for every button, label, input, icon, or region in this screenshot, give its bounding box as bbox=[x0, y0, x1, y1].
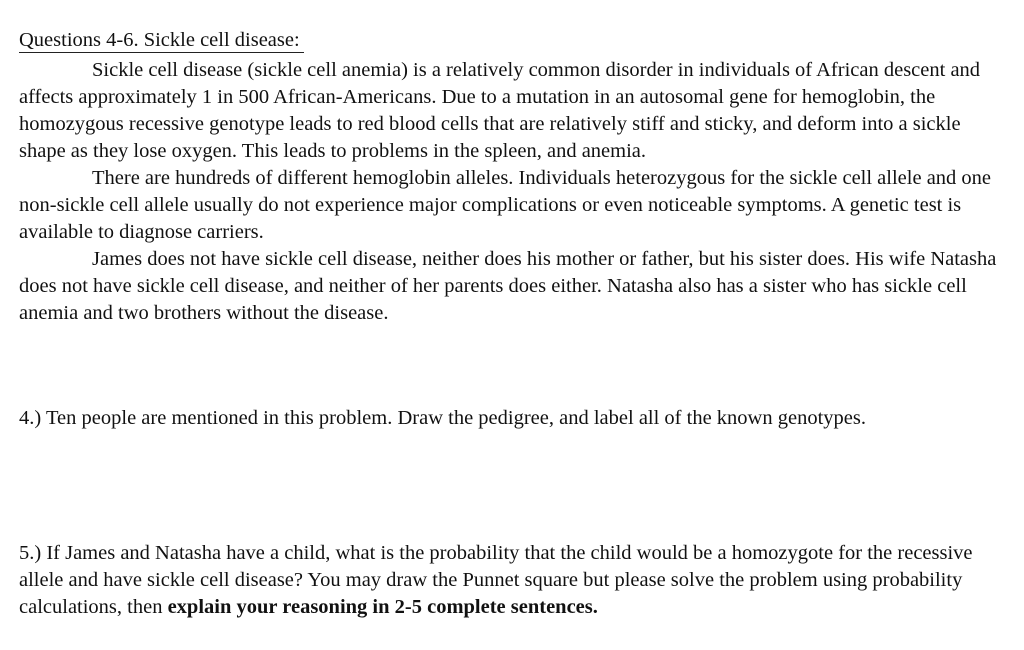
paragraph-alleles: There are hundreds of different hemoglobin alleles. Individuals heterozygous for the sickle cell allele and one non-sickle cell allele usually do not experience major complications or even noticeable symptoms. A genetic test is available to diagnose carriers. bbox=[19, 167, 992, 243]
paragraph-family: James does not have sickle cell disease, neither does his mother or father, but his sister does. His wife Natasha does not have sickle cell disease, and neither of her parents does either. Natasha also has a sister who has sickle cell anemia and two brothers without the disease. bbox=[19, 248, 997, 324]
paragraph-intro: Sickle cell disease (sickle cell anemia) is a relatively common disorder in individuals of African descent and affects approximately 1 in 500 African-Americans. Due to a mutation in an autosomal gene for hemoglobin, the homozygous recessive genotype leads to red blood cells that are relatively stiff and sticky, and deform into a sickle shape as they lose oxygen. This leads to problems in the spleen, and anemia. bbox=[19, 59, 981, 162]
question-5-bold-instruction: explain your reasoning in 2-5 complete sentences. bbox=[167, 596, 598, 618]
document-body bbox=[19, 27, 1009, 618]
question-4: 4.) Ten people are mentioned in this problem. Draw the pedigree, and label all of the known genotypes. bbox=[19, 407, 866, 429]
question-5-text: 5.) If James and Natasha have a child, what is the probability that the child would be a homozygote for the recessive allele and have sickle cell disease? You may draw the Punnet square but please solve the problem using probability calculations, then bbox=[19, 542, 973, 618]
question-5 bbox=[19, 540, 1009, 621]
section-heading: Questions 4-6. Sickle cell disease: bbox=[19, 29, 304, 53]
